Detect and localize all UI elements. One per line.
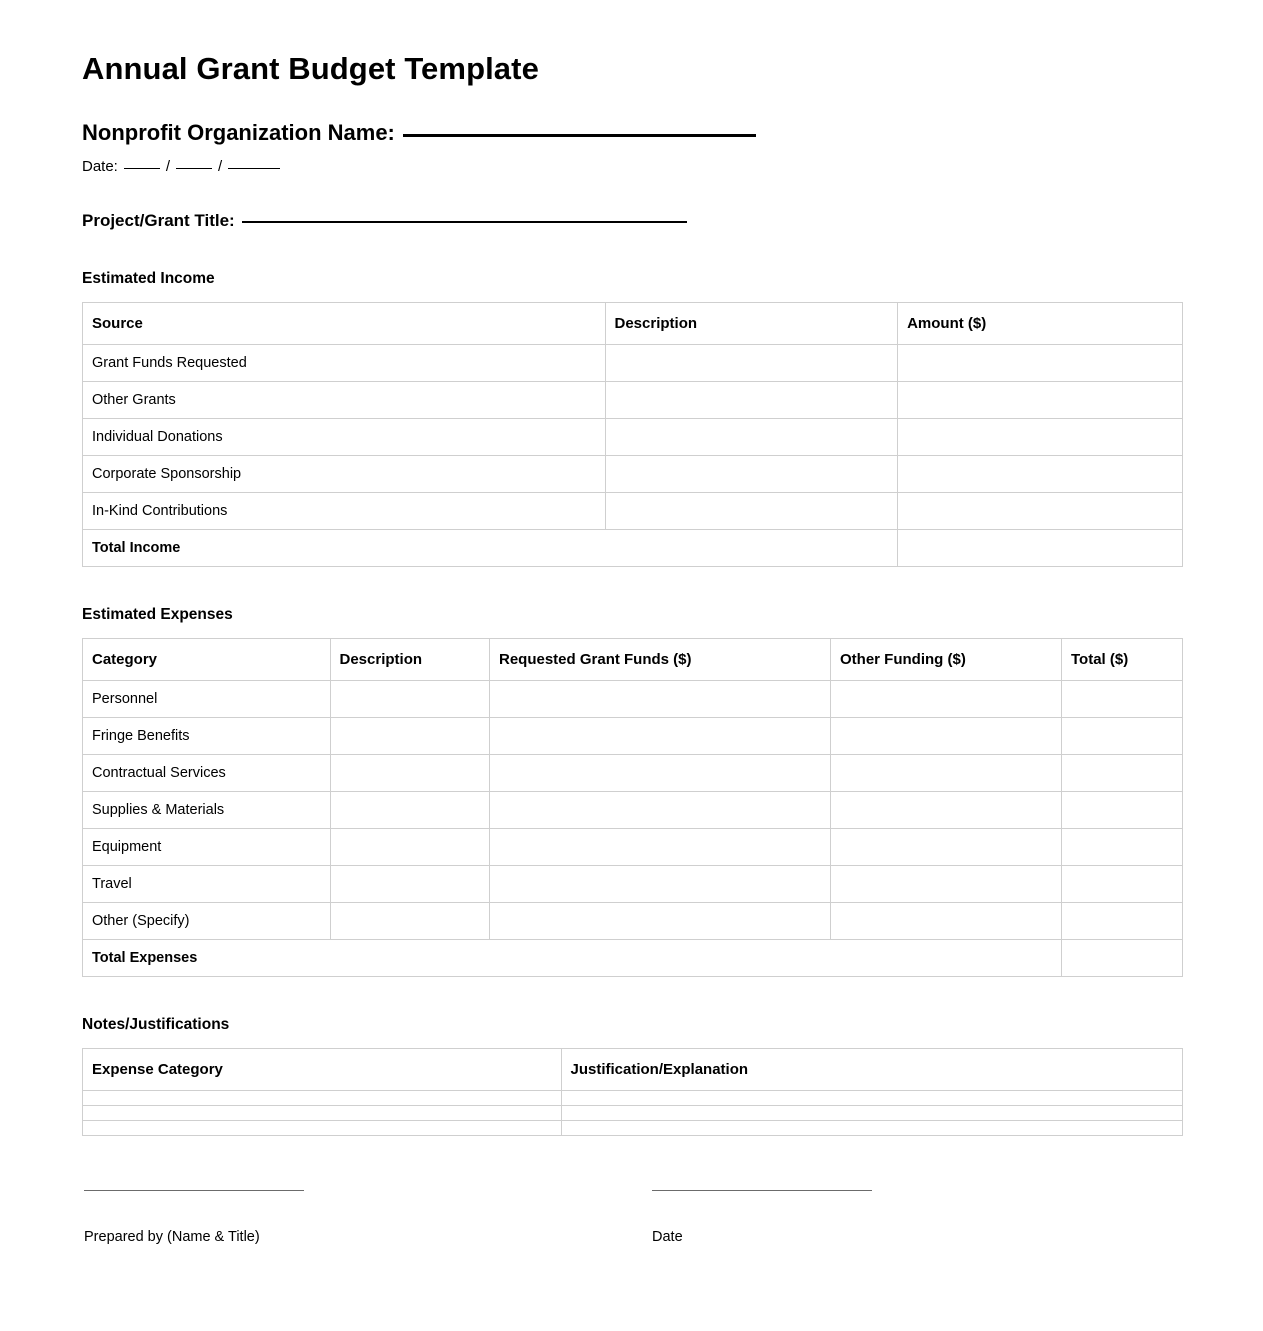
income-row-description-cell[interactable] [605,493,898,530]
expenses-row-other-cell[interactable] [831,866,1062,903]
expenses-col-description: Description [330,639,490,681]
expenses-row-description-cell[interactable] [330,718,490,755]
income-row-amount-cell[interactable] [898,493,1183,530]
expenses-row-description-cell[interactable] [330,755,490,792]
income-row-amount-cell[interactable] [898,419,1183,456]
signature-area [82,1190,1183,1245]
date-field [82,158,1183,175]
organization-name-label: Nonprofit Organization Name: [82,120,395,146]
income-row-label: In-Kind Contributions [83,493,606,530]
expenses-row-other-cell[interactable] [831,792,1062,829]
expenses-row-label: Contractual Services [83,755,331,792]
expenses-row-requested-cell[interactable] [490,866,831,903]
expenses-row-total-cell[interactable] [1062,829,1183,866]
expenses-row-requested-cell[interactable] [490,681,831,718]
income-row-amount-cell[interactable] [898,345,1183,382]
expenses-row-total-cell[interactable] [1062,718,1183,755]
project-title-label: Project/Grant Title: [82,211,235,231]
expenses-row-other-cell[interactable] [831,718,1062,755]
income-total-amount-cell[interactable] [898,530,1183,567]
expenses-row-label: Fringe Benefits [83,718,331,755]
table-header-row [83,1049,1183,1091]
income-col-description: Description [605,303,898,345]
signature-date-label: Date [652,1229,683,1246]
notes-row-category-cell[interactable] [83,1091,562,1106]
organization-name-blank[interactable] [403,134,756,137]
expenses-section-heading: Estimated Expenses [82,606,233,624]
income-total-label: Total Income [83,530,898,567]
expenses-col-other-funding: Other Funding ($) [831,639,1062,681]
expenses-row-description-cell[interactable] [330,903,490,940]
expenses-row-other-cell[interactable] [831,681,1062,718]
table-row [83,903,1183,940]
prepared-by-signature-line[interactable] [84,1190,304,1191]
table-header-row [83,639,1183,681]
income-row-amount-cell[interactable] [898,382,1183,419]
table-row [83,345,1183,382]
expenses-row-other-cell[interactable] [831,755,1062,792]
expenses-row-description-cell[interactable] [330,866,490,903]
expenses-row-requested-cell[interactable] [490,755,831,792]
table-row [83,792,1183,829]
organization-name-field [82,120,1183,146]
expenses-row-other-cell[interactable] [831,829,1062,866]
table-row [83,681,1183,718]
notes-row-justification-cell[interactable] [561,1091,1183,1106]
expenses-row-label: Supplies & Materials [83,792,331,829]
expenses-row-total-cell[interactable] [1062,866,1183,903]
income-row-label: Grant Funds Requested [83,345,606,382]
expenses-row-other-cell[interactable] [831,903,1062,940]
notes-col-category: Expense Category [83,1049,562,1091]
date-day-blank[interactable] [176,168,212,169]
expenses-row-total-cell[interactable] [1062,792,1183,829]
expenses-row-requested-cell[interactable] [490,792,831,829]
expenses-row-requested-cell[interactable] [490,718,831,755]
income-col-source: Source [83,303,606,345]
expenses-row-description-cell[interactable] [330,681,490,718]
table-row [83,493,1183,530]
date-separator-2: / [218,158,223,176]
expenses-table [82,638,1183,977]
income-section-heading: Estimated Income [82,270,215,288]
income-row-label: Corporate Sponsorship [83,456,606,493]
expenses-total-label: Total Expenses [83,940,1062,977]
project-title-blank[interactable] [242,221,687,223]
income-table [82,302,1183,567]
expenses-col-category: Category [83,639,331,681]
income-row-label: Individual Donations [83,419,606,456]
expenses-row-label: Personnel [83,681,331,718]
date-year-blank[interactable] [228,168,280,169]
income-row-label: Other Grants [83,382,606,419]
income-row-description-cell[interactable] [605,345,898,382]
expenses-row-requested-cell[interactable] [490,829,831,866]
project-title-field [82,211,1183,231]
expenses-total-amount-cell[interactable] [1062,940,1183,977]
expenses-row-label: Equipment [83,829,331,866]
signature-date-block [652,1190,872,1245]
table-row [83,755,1183,792]
table-header-row [83,303,1183,345]
page-title: Annual Grant Budget Template [82,51,539,86]
table-row [83,382,1183,419]
income-row-amount-cell[interactable] [898,456,1183,493]
expenses-total-row [83,940,1183,977]
prepared-by-label: Prepared by (Name & Title) [84,1229,260,1246]
expenses-col-requested: Requested Grant Funds ($) [490,639,831,681]
notes-row-justification-cell[interactable] [561,1121,1183,1136]
income-row-description-cell[interactable] [605,382,898,419]
expenses-row-total-cell[interactable] [1062,681,1183,718]
table-row [83,1091,1183,1106]
table-row [83,1121,1183,1136]
income-row-description-cell[interactable] [605,419,898,456]
income-col-amount: Amount ($) [898,303,1183,345]
expenses-row-total-cell[interactable] [1062,755,1183,792]
date-separator-1: / [165,158,171,176]
notes-row-category-cell[interactable] [83,1106,562,1121]
expenses-row-label: Travel [83,866,331,903]
expenses-row-description-cell[interactable] [330,829,490,866]
expenses-row-description-cell[interactable] [330,792,490,829]
date-label: Date: [82,158,118,176]
notes-col-justification: Justification/Explanation [561,1049,1183,1091]
expenses-col-total: Total ($) [1062,639,1183,681]
notes-row-justification-cell[interactable] [561,1106,1183,1121]
notes-table [82,1048,1183,1136]
table-row [83,829,1183,866]
table-row [83,866,1183,903]
table-row [83,456,1183,493]
table-row [83,718,1183,755]
table-row [83,419,1183,456]
expenses-row-label: Other (Specify) [83,903,331,940]
income-row-description-cell[interactable] [605,456,898,493]
expenses-row-total-cell[interactable] [1062,903,1183,940]
date-month-blank[interactable] [124,168,160,169]
signature-date-line[interactable] [652,1190,872,1191]
notes-row-category-cell[interactable] [83,1121,562,1136]
expenses-row-requested-cell[interactable] [490,903,831,940]
income-total-row [83,530,1183,567]
notes-section-heading: Notes/Justifications [82,1016,230,1034]
table-row [83,1106,1183,1121]
prepared-by-block [84,1190,304,1245]
